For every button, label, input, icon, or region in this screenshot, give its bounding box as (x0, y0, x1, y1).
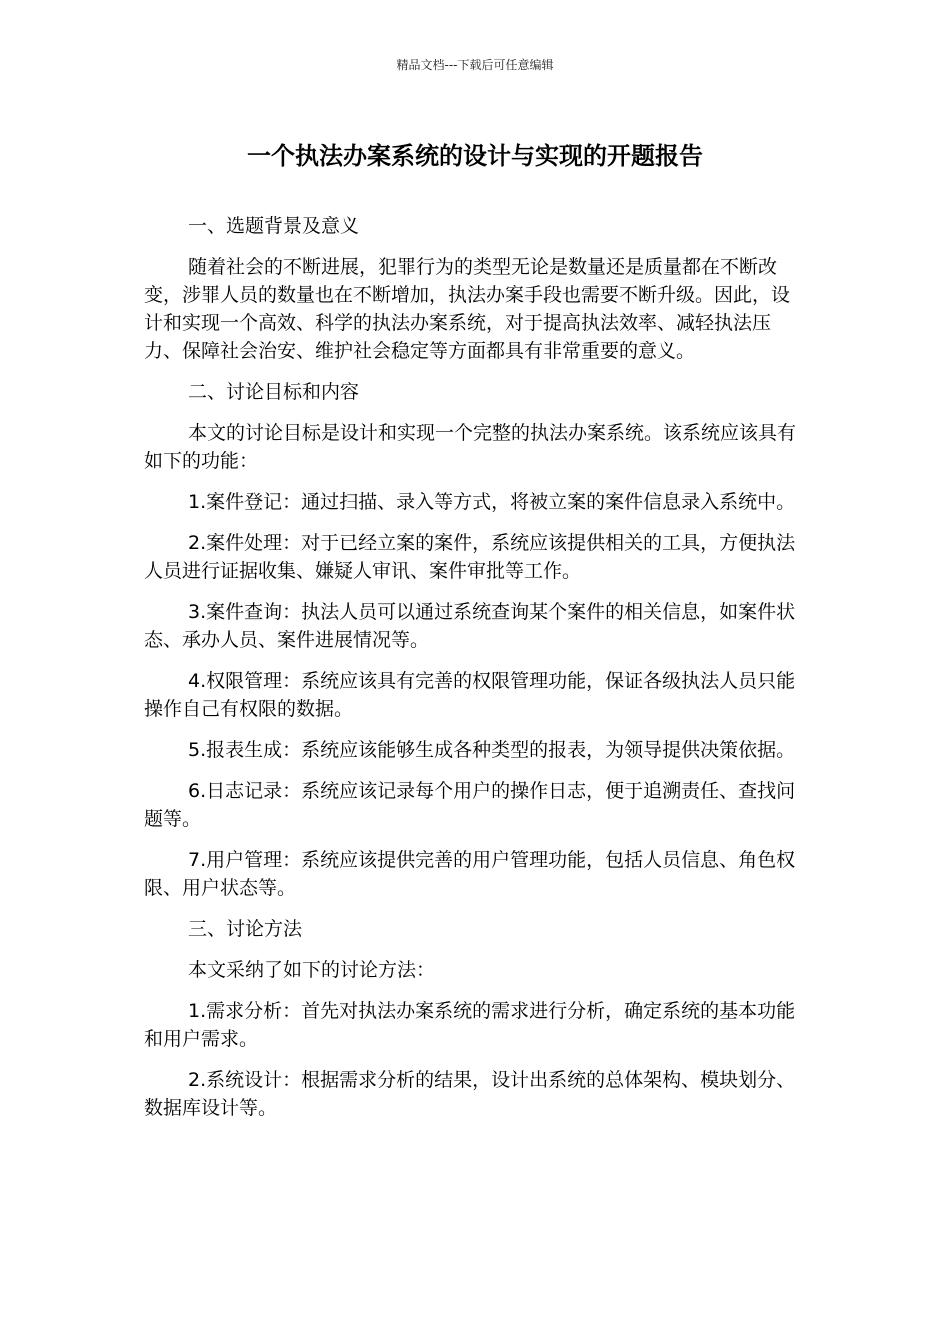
list-item-user-management: 7.用户管理：系统应该提供完善的用户管理功能，包括人员信息、角色权限、用户状态等。 (144, 849, 796, 899)
document-body (144, 212, 796, 1135)
section-heading-background: 一、选题背景及意义 (188, 215, 360, 237)
list-item-case-processing: 2.案件处理：对于已经立案的案件，系统应该提供相关的工具，方便执法人员进行证据收集、嫌疑人审讯、案件审批等工作。 (144, 532, 796, 582)
list-item-permission-management: 4.权限管理：系统应该具有完善的权限管理功能，保证各级执法人员只能操作自己有权限的数据。 (144, 670, 796, 720)
paragraph-goals-intro: 本文的讨论目标是设计和实现一个完整的执法办案系统。该系统应该具有如下的功能： (144, 422, 797, 472)
section-heading-methods: 三、讨论方法 (188, 918, 303, 940)
page-header: 精品文档---下载后可任意编辑 (396, 58, 554, 72)
section-heading-goals: 二、讨论目标和内容 (188, 381, 360, 403)
document-title: 一个执法办案系统的设计与实现的开题报告 (247, 142, 703, 170)
list-item-log-recording: 6.日志记录：系统应该记录每个用户的操作日志，便于追溯责任、查找问题等。 (144, 780, 796, 830)
list-item-case-registration: 1.案件登记：通过扫描、录入等方式，将被立案的案件信息录入系统中。 (188, 491, 796, 513)
list-item-system-design: 2.系统设计：根据需求分析的结果，设计出系统的总体架构、模块划分、数据库设计等。 (144, 1069, 796, 1119)
list-item-report-generation: 5.报表生成：系统应该能够生成各种类型的报表，为领导提供决策依据。 (188, 739, 796, 761)
paragraph-background: 随着社会的不断进展，犯罪行为的类型无论是数量还是质量都在不断改变，涉罪人员的数量也在不断增加，执法办案手段也需要不断升级。因此，设计和实现一个高效、科学的执法办案系统，对于提高执法效率、减轻执法压力、保障社会治安、维护社会稳定等方面都具有非常重要的意义。 (144, 256, 791, 362)
list-item-requirements-analysis: 1.需求分析：首先对执法办案系统的需求进行分析，确定系统的基本功能和用户需求。 (144, 1000, 796, 1050)
paragraph-methods-intro: 本文采纳了如下的讨论方法： (188, 959, 436, 981)
list-item-case-query: 3.案件查询：执法人员可以通过系统查询某个案件的相关信息，如案件状态、承办人员、案件进展情况等。 (144, 601, 796, 651)
